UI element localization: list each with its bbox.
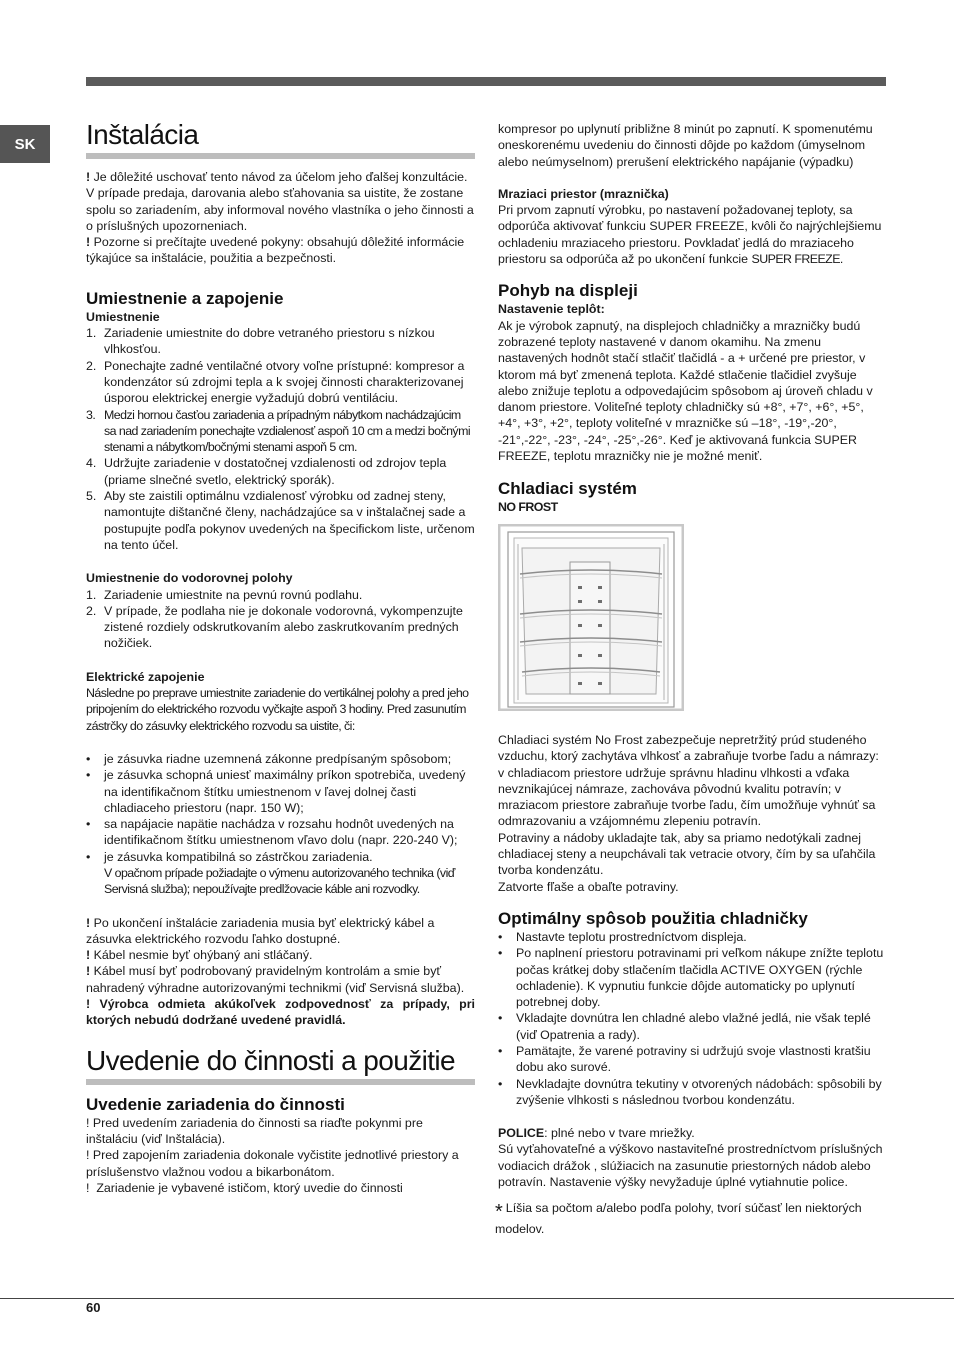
warning-2: ! Kábel nesmie byť ohýbaný ani stláčaný. [86, 948, 313, 963]
electrical-checklist [86, 751, 475, 865]
list-item: 1. Zariadenie umiestnite na pevnú rovnú podlahu. [86, 587, 363, 602]
cooling-text-3: Zatvorte fľaše a obaľte potraviny. [498, 879, 679, 894]
startup-3: ! Zariadenie je vybavené ističom, ktorý uvedie do činnosti [86, 1180, 403, 1195]
intro-paragraph-2: ! Pozorne si prečítajte uvedené pokyny: obsahujú dôležité informácie týkajúce sa inštalácie, použitia a bezpečnosti. [86, 235, 465, 266]
top-rule [86, 77, 886, 86]
list-item: 3. Medzi hornou časťou zariadenia a prípadným nábytkom nachádzajúcim sa nad zariadením ponechajte vzdialenosť aspoň 10 cm a medzi bočnými stenami a nábytkom/bočnými stenami aspoň 5 cm. [86, 407, 471, 455]
warning-3: ! Kábel musí byť podrobovaný pravidelným kontrolám a smie byť nahradený výhradne autorizovanými technikmi (viď Servisná služba). [86, 964, 465, 995]
freezer-subtitle: Mraziaci priestor (mraznička) [498, 186, 669, 201]
intro-text-2: Pozorne si prečítajte uvedené pokyny: obsahujú dôležité informácie týkajúce sa inštalácie, použitia a bezpečnosti. [86, 235, 465, 266]
shelves-text-2: Sú vyťahovateľné a výškovo nastaviteľné prostredníctvom príslušných vodiacich drážok , slúžiacich na zasunutie priestorných nádob alebo potravín. Nastavenie výšky nevyžaduje úplné vytiahnutie police. [498, 1142, 883, 1190]
list-item: • sa napájacie napätie nachádza v rozsahu hodnôt uvedených na identifikačnom štítku umiestnenom vľavo dolu (napr. 220-240 V); [86, 817, 458, 848]
list-item: • Po naplnení priestoru potravinami pri veľkom nákupe znížte teplotu počas krátkej doby stlačením tlačidla ACTIVE OXYGEN (rýchle ochladenie). K vypnutiu funkcie dôjde automaticky po uplynutí potrebnej doby. [498, 946, 884, 1010]
continuation-text: kompresor po uplynutí približne 8 minút po zapnutí. K spomenutému oneskorenému uvedeniu do činnosti dôjde po každom (úmyselnom alebo neúmyselnom) prerušení elektrického napájanie (výpadku) [498, 122, 873, 169]
list-item: 5. Aby ste zaistili optimálnu vzdialenosť výrobku od zadnej steny, namontujte dištančné členy, nachádzajúce sa v inštalačnej sade a postupujte podľa pokynov uvedených na špecifickom liste, určenom na tento účel. [86, 489, 475, 552]
optimal-use-section-title: Optimálny spôsob použitia chladničky [498, 908, 808, 928]
list-item: 2. V prípade, že podlaha nie je dokonale vodorovná, vykompenzujte zistené rozdiely odskrutkovaním alebo zaskrutkovaním predných nožičiek. [86, 603, 463, 651]
warning-1: ! Po ukončení inštalácie zariadenia musia byť elektrický kábel a zásuvka elektrického rozvodu ľahko dostupné. [86, 915, 435, 946]
list-item: • Nevkladajte dovnútra tekutiny v otvorených nádobách: spôsobili by zvýšenie vlhkosti s následnou tvorbou kondenzátu. [498, 1076, 882, 1107]
cooling-subtitle: NO FROST [498, 500, 558, 515]
list-item: • je zásuvka kompatibilná so zástrčkou zariadenia. [86, 849, 373, 864]
list-item: • Nastavte teplotu prostredníctvom displeja. [498, 929, 747, 944]
intro-text-1: Je dôležité uschovať tento návod za účelom jeho ďalšej konzultácie. V prípade predaja, darovania alebo sťahovania sa uistite, že zostane spolu so zariadením, aby informoval nového vlastníka o jeho činnosti a o príslušných upozorneniach. [86, 170, 474, 233]
startup-section-title: Uvedenie zariadenia do činnosti [86, 1094, 345, 1114]
list-item: • je zásuvka riadne uzemnená zákonne predpísaným spôsobom; [86, 751, 452, 766]
placement-section-title: Umiestnenie a zapojenie [86, 288, 284, 308]
page-number: 60 [86, 1300, 101, 1315]
placement-subtitle: Umiestnenie [86, 309, 160, 324]
title-rule [86, 1079, 475, 1085]
title-rule [86, 153, 475, 159]
electrical-subtitle: Elektrické zapojenie [86, 669, 205, 684]
list-item: • Vkladajte dovnútra len chladné alebo vlažné jedlá, nie však teplé (viď Opatrenia a rady). [498, 1011, 871, 1042]
placement-list [86, 325, 475, 553]
display-subtitle: Nastavenie teplôt: [498, 302, 605, 317]
list-item: • Pamätajte, že varené potraviny si udržujú svoje vlastnosti kratšiu dobu ako surové. [498, 1043, 871, 1075]
leveling-list [86, 587, 475, 652]
startup-2: ! Pred zapojením zariadenia dokonale vyčistite jednotlivé priestory a príslušenstvo vlažnou vodou a bikarbonátom. [86, 1148, 459, 1179]
intro-paragraph-1: ! Je dôležité uschovať tento návod za účelom jeho ďalšej konzultácie. V prípade predaja, darovania alebo sťahovania sa uistite, že zostane spolu so zariadením, aby informoval nového vlastníka o jeho činnosti a o príslušných upozorneniach. [86, 170, 474, 233]
warning-4: ! Výrobca odmieta akúkoľvek zodpovednosť za prípady, pri ktorých nebudú dodržané uvedené pravidlá. [86, 997, 475, 1028]
cooling-text-2: Potraviny a nádoby ukladajte tak, aby sa priamo nedotýkali zadnej chladiacej steny a neupchávali tak vetracie otvory, čím by sa uľahčila tvorba kondenzátu. [498, 830, 876, 878]
installation-title: Inštalácia [86, 119, 199, 150]
footnote: * Líšia sa počtom a/alebo podľa polohy, tvorí súčasť len niektorých modelov. [495, 1201, 862, 1236]
display-text: Ak je výrobok zapnutý, na displejoch chladničky a mrazničky budú zobrazené teploty nastavené v danom okamihu. Na zmenu nastavených hodnôt stačí stlačiť tlačidlá - a + určené pre priestor, v ktorom má byť zmenená teplota. Každé stlačenie tlačidiel zvyšuje alebo znižuje teplotu a odpovedajúcim spôsobom aj úroveň chladu v danom priestore. Voliteľné teploty chladničky sú +8°, +7°, +6°, +5°, +4°, +3°, +2°, teploty voliteľné v mrazničke sú –18°, -19°,-20°, -21°,-22°, -23°, -24°, -25°,-26°. Keď je aktivovaná funkcia SUPER FREEZE, teplotu mrazničky nie je možné meniť. [498, 318, 873, 464]
cooling-text: Chladiaci systém No Frost zabezpečuje nepretržitý prúd studeného vzduchu, ktorý zachytáva vlhkosť a zabraňuje tvorbe ľadu a námrazy: v chladiacom priestore udržuje správnu hladinu vlhkosti a vďaka nevznikajúcej námraze, zachováva pôvodnú kvalitu potravín; v mraziacom priestore zabraňuje tvorbe ľadu, čím umožňuje vyhnúť sa odmrazovaniu a vzájomnému zlepeniu potravín. [498, 732, 879, 829]
startup-1: ! Pred uvedením zariadenia do činnosti sa riaďte pokynmi pre inštaláciu (viď Inštalácia). [86, 1115, 423, 1146]
cooling-section-title: Chladiaci systém [498, 479, 637, 499]
electrical-intro: Následne po preprave umiestnite zariadenie do vertikálnej polohy a pred jeho pripojením do elektrického rozvodu vyčkajte aspoň 3 hodiny. Pred zasunutím zástrčky do zásuvky elektrického rozvodu sa uistite, či: [86, 686, 469, 733]
fridge-interior-illustration [498, 524, 684, 711]
left-column [86, 118, 475, 1196]
startup-title: Uvedenie do činnosti a použitie [86, 1044, 455, 1076]
bottom-rule [0, 1298, 954, 1299]
right-column [495, 121, 886, 1237]
list-item: • je zásuvka schopná uniesť maximálny príkon spotrebiča, uvedený na identifikačnom štítku umiestnenom v ľavej dolnej časti chladiaceho priestoru (napr. 150 W); [86, 768, 466, 815]
freezer-text: Pri prvom zapnutí výrobku, po nastavení požadovanej teploty, sa odporúča aktivovať funkciu SUPER FREEZE, kvôli čo najrýchlejšiemu ochladeniu mraziaceho priestoru. Povkladať jedlá do mraziaceho priestoru sa odporúča až po ukončení funkcie SUPER FREEZE. [498, 203, 882, 267]
list-item: 1. Zariadenie umiestnite do dobre vetraného priestoru s nízkou vlhkosťou. [86, 326, 435, 357]
display-section-title: Pohyb na displeji [498, 281, 638, 301]
list-item: 4. Udržujte zariadenie v dostatočnej vzdialenosti od zdrojov tepla (priame slnečné svetlo, elektrický sporák). [86, 456, 447, 487]
leveling-subtitle: Umiestnenie do vodorovnej polohy [86, 571, 293, 586]
language-code: SK [14, 135, 36, 153]
shelves-text: POLICE: plné nebo v tvare mriežky. [498, 1126, 695, 1141]
optimal-use-list [498, 929, 886, 1108]
language-tab [0, 125, 50, 163]
list-item: 2. Ponechajte zadné ventilačné otvory voľne prístupné: kompresor a kondenzátor sú zdrojmi tepla a k svojej činnosti charakterizovanej úsporou elektrickej energie vyžadujú dobrú ventiláciu. [86, 358, 465, 406]
electrical-after-note: V opačnom prípade požiadajte o výmenu autorizovaného technika (viď Servisná služba); nepoužívajte predlžovacie káble ani rozvodky. [104, 865, 455, 897]
